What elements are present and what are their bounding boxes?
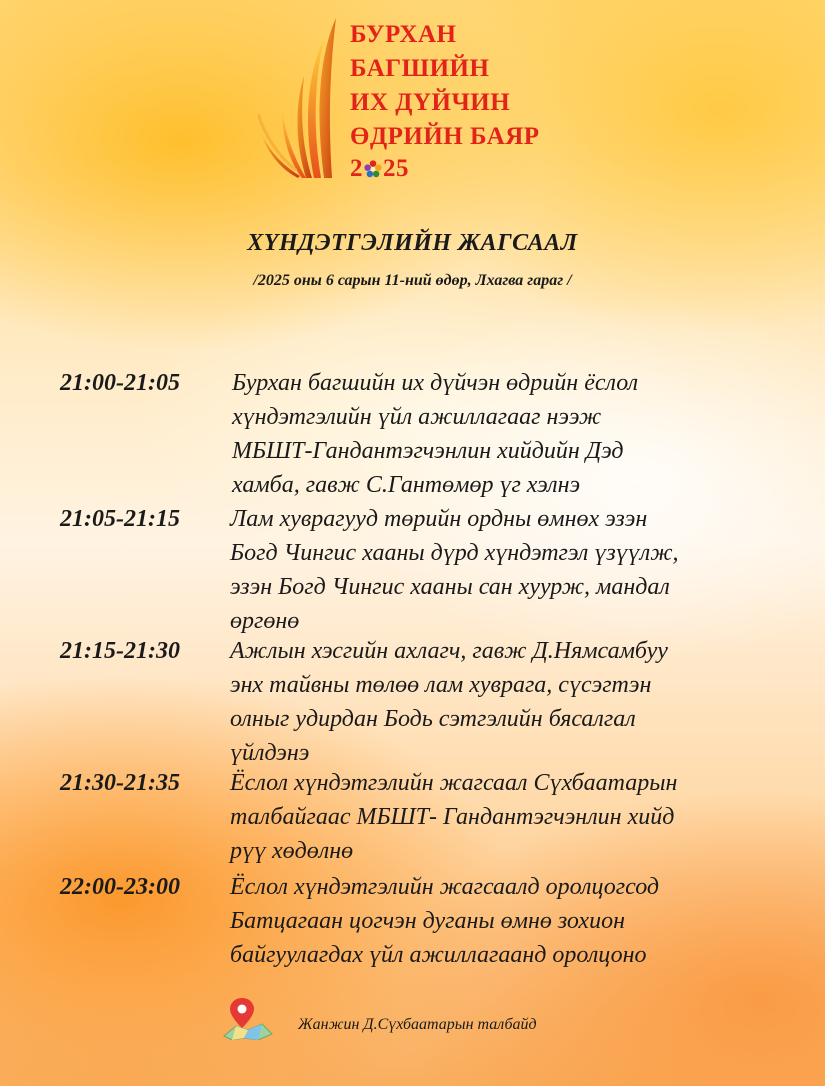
logo-title-line: ӨДРИЙН БАЯР xyxy=(350,123,540,150)
schedule-time: 21:05-21:15 xyxy=(60,506,180,532)
logo-year xyxy=(350,154,540,184)
year-right: 25 xyxy=(383,155,409,182)
location-text: Жанжин Д.Сүхбаатарын талбайд xyxy=(298,1016,537,1033)
lotus-flower-icon xyxy=(364,160,382,178)
description-line: Батцагаан цогчэн дуганы өмнө зохион xyxy=(230,908,625,934)
page-title: ХҮНДЭТГЭЛИЙН ЖАГСААЛ xyxy=(247,230,578,256)
description-line: рүү хөдөлнө xyxy=(230,838,354,864)
description-line: үйлдэнэ xyxy=(230,740,310,766)
description-line: Ёслол хүндэтгэлийн жагсаалд оролцогсод xyxy=(230,874,660,900)
description-line: хамба, гавж С.Гантөмөр үг хэлнэ xyxy=(232,472,581,498)
map-pin-icon xyxy=(222,996,274,1040)
description-line: энх тайвны төлөө лам хуврага, сүсэгтэн xyxy=(230,672,652,698)
schedule-time: 22:00-23:00 xyxy=(60,874,180,900)
description-line: байгуулагдах үйл ажиллагаанд оролцоно xyxy=(230,942,647,968)
flame-wing-logo-icon xyxy=(258,18,350,180)
schedule-time: 21:00-21:05 xyxy=(60,370,180,396)
year-left: 2 xyxy=(350,155,363,182)
logo-title-line: БАГШИЙН xyxy=(350,55,490,82)
schedule-description xyxy=(230,766,800,868)
schedule-description xyxy=(230,502,800,638)
event-logo-title xyxy=(350,18,540,184)
description-line: Бурхан багшийн их дүйчэн өдрийн ёслол xyxy=(232,370,639,396)
schedule-description xyxy=(230,634,800,770)
schedule-description xyxy=(230,870,800,972)
logo-title-line: БУРХАН xyxy=(350,21,457,48)
event-date: /2025 оны 6 сарын 11-ний өдөр, Лхагва гараг / xyxy=(253,272,572,289)
description-line: Ёслол хүндэтгэлийн жагсаал Сүхбаатарын xyxy=(230,770,678,796)
description-line: Лам хуврагууд төрийн ордны өмнөх эзэн xyxy=(230,506,648,532)
description-line: хүндэтгэлийн үйл ажиллагааг нээж xyxy=(232,404,602,430)
schedule-description xyxy=(232,366,802,502)
schedule-time: 21:15-21:30 xyxy=(60,638,180,664)
logo-title-line: ИХ ДҮЙЧИН xyxy=(350,89,511,116)
description-line: Богд Чингис хааны дүрд хүндэтгэл үзүүлж, xyxy=(230,540,679,566)
description-line: талбайгаас МБШТ- Гандантэгчэнлин хийд xyxy=(230,804,675,830)
description-line: Ажлын хэсгийн ахлагч, гавж Д.Нямсамбуу xyxy=(230,638,668,664)
description-line: өргөнө xyxy=(230,608,300,634)
schedule-time: 21:30-21:35 xyxy=(60,770,180,796)
description-line: эзэн Богд Чингис хааны сан хуурж, мандал xyxy=(230,574,670,600)
description-line: МБШТ-Гандантэгчэнлин хийдийн Дэд xyxy=(232,438,624,464)
description-line: олныг удирдан Бодь сэтгэлийн бясалгал xyxy=(230,706,636,732)
